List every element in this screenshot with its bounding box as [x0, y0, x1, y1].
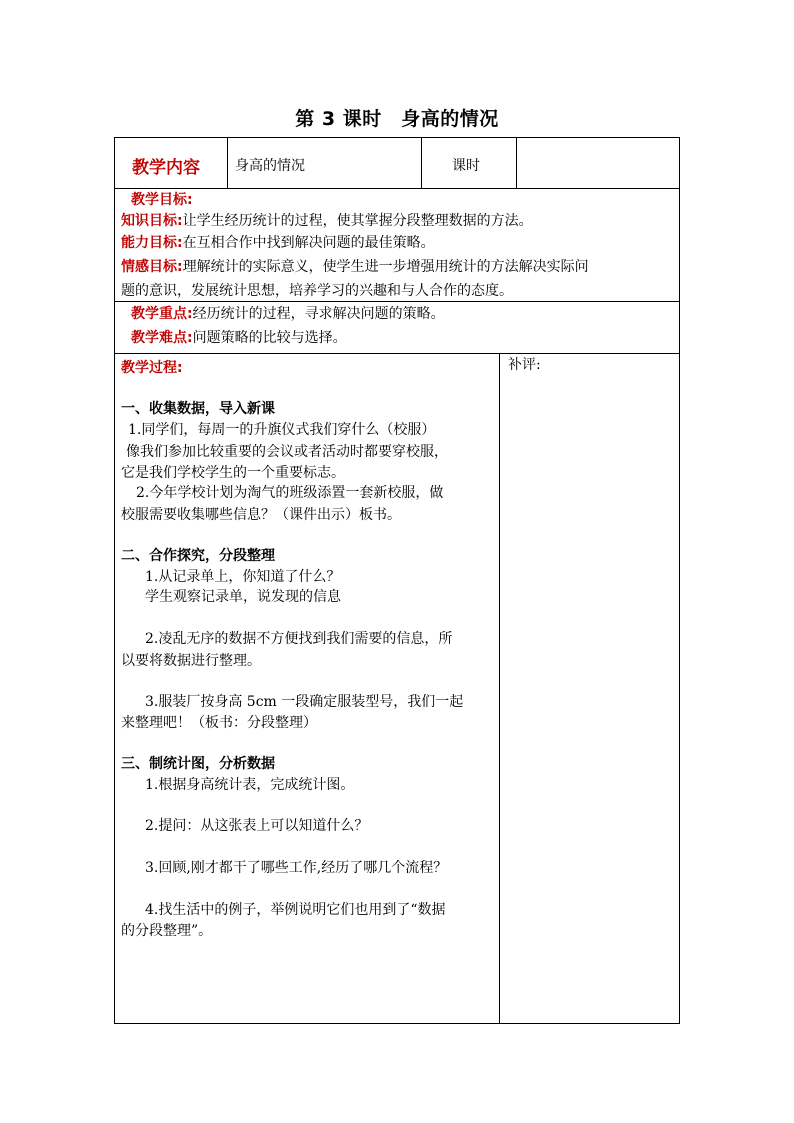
emotion-objective — [121, 256, 589, 278]
emotion-label: 情感目标: — [121, 259, 183, 275]
section-2-item-3b: 来整理吧！（板书：分段整理） — [121, 715, 317, 731]
difficulty-label: 教学难点: — [131, 330, 193, 346]
ability-objective — [121, 232, 435, 254]
section-3-item-3: 3.回顾,刚才都干了哪些工作,经历了哪几个流程？ — [145, 860, 448, 876]
section-3-item-1: 1.根据身高统计表，完成统计图。 — [145, 777, 355, 793]
knowledge-text: 让学生经历统计的过程，使其掌握分段整理数据的方法。 — [182, 213, 533, 229]
section-2-item-1: 1.从记录单上，你知道了什么？ — [145, 569, 341, 585]
section-1-line-1: 1.同学们，每周一的升旗仪式我们穿什么（校服） — [128, 422, 436, 438]
period-label: 课时 — [452, 158, 480, 174]
key-point-text: 经历统计的过程，寻求解决问题的策略。 — [192, 306, 445, 322]
header-divider-1 — [227, 137, 228, 189]
section-1-line-2: 像我们参加比较重要的会议或者活动时都要穿校服， — [126, 444, 448, 460]
header-divider-3 — [516, 137, 517, 189]
comment-label: 补评: — [508, 357, 541, 373]
teaching-content-label: 教学内容 — [132, 158, 200, 178]
section-3-title: 三、制统计图，分析数据 — [121, 756, 275, 772]
section-1-title: 一、收集数据，导入新课 — [121, 401, 275, 417]
section-2-item-1b: 学生观察记录单，说发现的信息 — [145, 589, 341, 605]
section-2-title: 二、合作探究，分段整理 — [121, 548, 275, 564]
difficulty-text: 问题策略的比较与选择。 — [192, 330, 347, 346]
knowledge-objective — [121, 210, 533, 232]
emotion-text-line-1: 理解统计的实际意义，使学生进一步增强用统计的方法解决实际问 — [182, 259, 589, 275]
emotion-text-line-2: 题的意识，发展统计思想，培养学习的兴趣和与人合作的态度。 — [121, 283, 513, 299]
section-3-item-4a: 4.找生活中的例子，举例说明它们也用到了“数据 — [145, 902, 446, 918]
section-2-item-2b: 以要将数据进行整理。 — [121, 653, 261, 669]
key-point — [131, 303, 445, 325]
knowledge-label: 知识目标: — [121, 213, 183, 229]
difficulty-point — [131, 327, 347, 349]
process-divider — [499, 353, 500, 1024]
ability-text: 在互相合作中找到解决问题的最佳策略。 — [182, 235, 435, 251]
section-3-item-2: 2.提问：从这张表上可以知道什么？ — [145, 818, 369, 834]
section-3-item-4b: 的分段整理”。 — [121, 923, 213, 939]
process-heading: 教学过程: — [121, 360, 183, 376]
section-1-line-4: 2.今年学校计划为淘气的班级添置一套新校服，做 — [136, 485, 444, 501]
section-1-line-5: 校服需要收集哪些信息？（课件出示）板书。 — [121, 507, 401, 523]
section-2-item-3a: 3.服装厂按身高 5cm 一段确定服装型号，我们一起 — [145, 694, 464, 710]
key-point-label: 教学重点: — [131, 306, 193, 322]
objectives-heading: 教学目标: — [131, 192, 193, 208]
ability-label: 能力目标: — [121, 235, 183, 251]
section-2-item-2a: 2.凌乱无序的数据不方便找到我们需要的信息，所 — [145, 631, 453, 647]
header-divider-2 — [421, 137, 422, 189]
page-title: 第 3 课时 身高的情况 — [295, 108, 499, 130]
section-1-line-3: 它是我们学校学生的一个重要标志。 — [121, 465, 345, 481]
teaching-content-value: 身高的情况 — [235, 158, 305, 174]
